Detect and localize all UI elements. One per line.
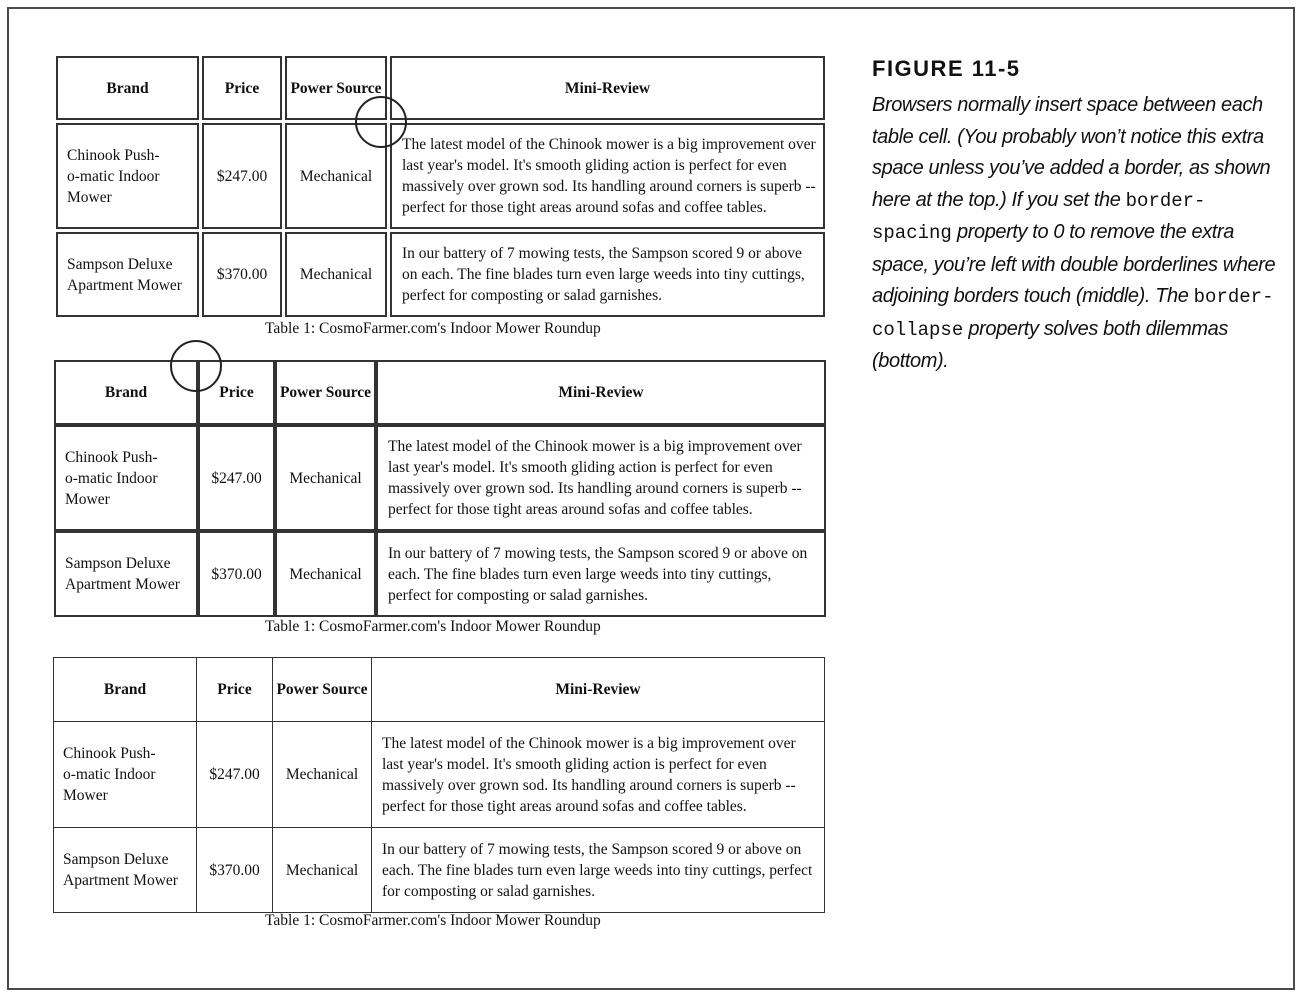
cell-power: Mechanical	[275, 425, 376, 531]
header-power-source: Power Source	[273, 658, 372, 722]
table-caption: Table 1: CosmoFarmer.com's Indoor Mower Roundup	[265, 320, 601, 337]
cell-power: Mechanical	[273, 828, 372, 913]
table-header-row	[56, 56, 825, 120]
mower-table	[53, 53, 828, 320]
cell-price: $370.00	[197, 828, 273, 913]
cell-power: Mechanical	[275, 531, 376, 617]
cell-power: Mechanical	[285, 123, 387, 229]
table-caption: Table 1: CosmoFarmer.com's Indoor Mower Roundup	[265, 618, 601, 635]
code-border-collapse: border-collapse	[872, 286, 1274, 341]
table-row	[56, 232, 825, 317]
header-mini-review: Mini-Review	[376, 360, 826, 425]
header-mini-review: Mini-Review	[372, 658, 825, 722]
header-power-source: Power Source	[275, 360, 376, 425]
mower-table	[53, 657, 825, 913]
cell-review: In our battery of 7 mowing tests, the Sampson scored 9 or above on each. The fine blades turn even large weeds into tiny cuttings, perfect for composting or salad garnishes.	[376, 531, 826, 617]
cell-review: The latest model of the Chinook mower is a big improvement over last year's model. It's smooth gliding action is perfect for even massively over grown sod. Its handling around corners is superb -- perfect for those tight areas around sofas and coffee tables.	[372, 722, 825, 828]
table-caption: Table 1: CosmoFarmer.com's Indoor Mower Roundup	[265, 912, 601, 929]
cell-power: Mechanical	[285, 232, 387, 317]
cell-brand: Chinook Push-o-matic Indoor Mower	[54, 425, 198, 531]
figure-label: FIGURE 11-5	[872, 56, 1021, 81]
figure-text-part: Browsers normally insert space between each table cell. (You probably won’t notice this extra space unless you’ve added a border, as shown here at the top.) If you set the	[872, 94, 1271, 211]
table-row	[56, 123, 825, 229]
figure-description	[872, 90, 1282, 378]
cell-review: The latest model of the Chinook mower is a big improvement over last year's model. It's smooth gliding action is perfect for even massively over grown sod. Its handling around corners is superb -- perfect for those tight areas around sofas and coffee tables.	[376, 425, 826, 531]
cell-price: $247.00	[197, 722, 273, 828]
cell-brand: Sampson Deluxe Apartment Mower	[54, 828, 197, 913]
header-price: Price	[197, 658, 273, 722]
header-brand: Brand	[56, 56, 199, 120]
cell-brand: Sampson Deluxe Apartment Mower	[54, 531, 198, 617]
figure-caption	[872, 56, 1282, 378]
cell-price: $370.00	[198, 531, 275, 617]
table-row	[54, 722, 825, 828]
header-mini-review: Mini-Review	[390, 56, 825, 120]
cell-price: $247.00	[198, 425, 275, 531]
mower-table	[54, 360, 826, 617]
table-collapsed-borders	[53, 657, 825, 913]
figure-text-part: property to 0 to remove the extra space, you’re left with double borderlines where adjoining borders touch (middle). The	[872, 221, 1276, 307]
cell-brand: Chinook Push-o-matic Indoor Mower	[56, 123, 199, 229]
table-row	[54, 531, 826, 617]
header-power-source: Power Source	[285, 56, 387, 120]
cell-power: Mechanical	[273, 722, 372, 828]
table-header-row	[54, 658, 825, 722]
cell-review: The latest model of the Chinook mower is a big improvement over last year's model. It's smooth gliding action is perfect for even massively over grown sod. Its handling around corners is superb -- perfect for those tight areas around sofas and coffee tables.	[390, 123, 825, 229]
cell-brand: Chinook Push-o-matic Indoor Mower	[54, 722, 197, 828]
table-row	[54, 425, 826, 531]
header-price: Price	[198, 360, 275, 425]
table-separate-spacing	[53, 53, 828, 320]
header-brand: Brand	[54, 658, 197, 722]
callout-circle-double-border	[170, 340, 222, 392]
table-row	[54, 828, 825, 913]
cell-review: In our battery of 7 mowing tests, the Sampson scored 9 or above on each. The fine blades turn even large weeds into tiny cuttings, perfect for composting or salad garnishes.	[390, 232, 825, 317]
figure-text-part: property solves both dilemmas (bottom).	[872, 317, 1229, 372]
cell-price: $370.00	[202, 232, 282, 317]
table-zero-spacing	[54, 360, 826, 617]
code-border-spacing: border-spacing	[872, 189, 1206, 244]
cell-review: In our battery of 7 mowing tests, the Sampson scored 9 or above on each. The fine blades turn even large weeds into tiny cuttings, perfect for composting or salad garnishes.	[372, 828, 825, 913]
cell-brand: Sampson Deluxe Apartment Mower	[56, 232, 199, 317]
header-price: Price	[202, 56, 282, 120]
cell-price: $247.00	[202, 123, 282, 229]
header-brand: Brand	[54, 360, 198, 425]
callout-circle-spacing	[355, 96, 407, 148]
